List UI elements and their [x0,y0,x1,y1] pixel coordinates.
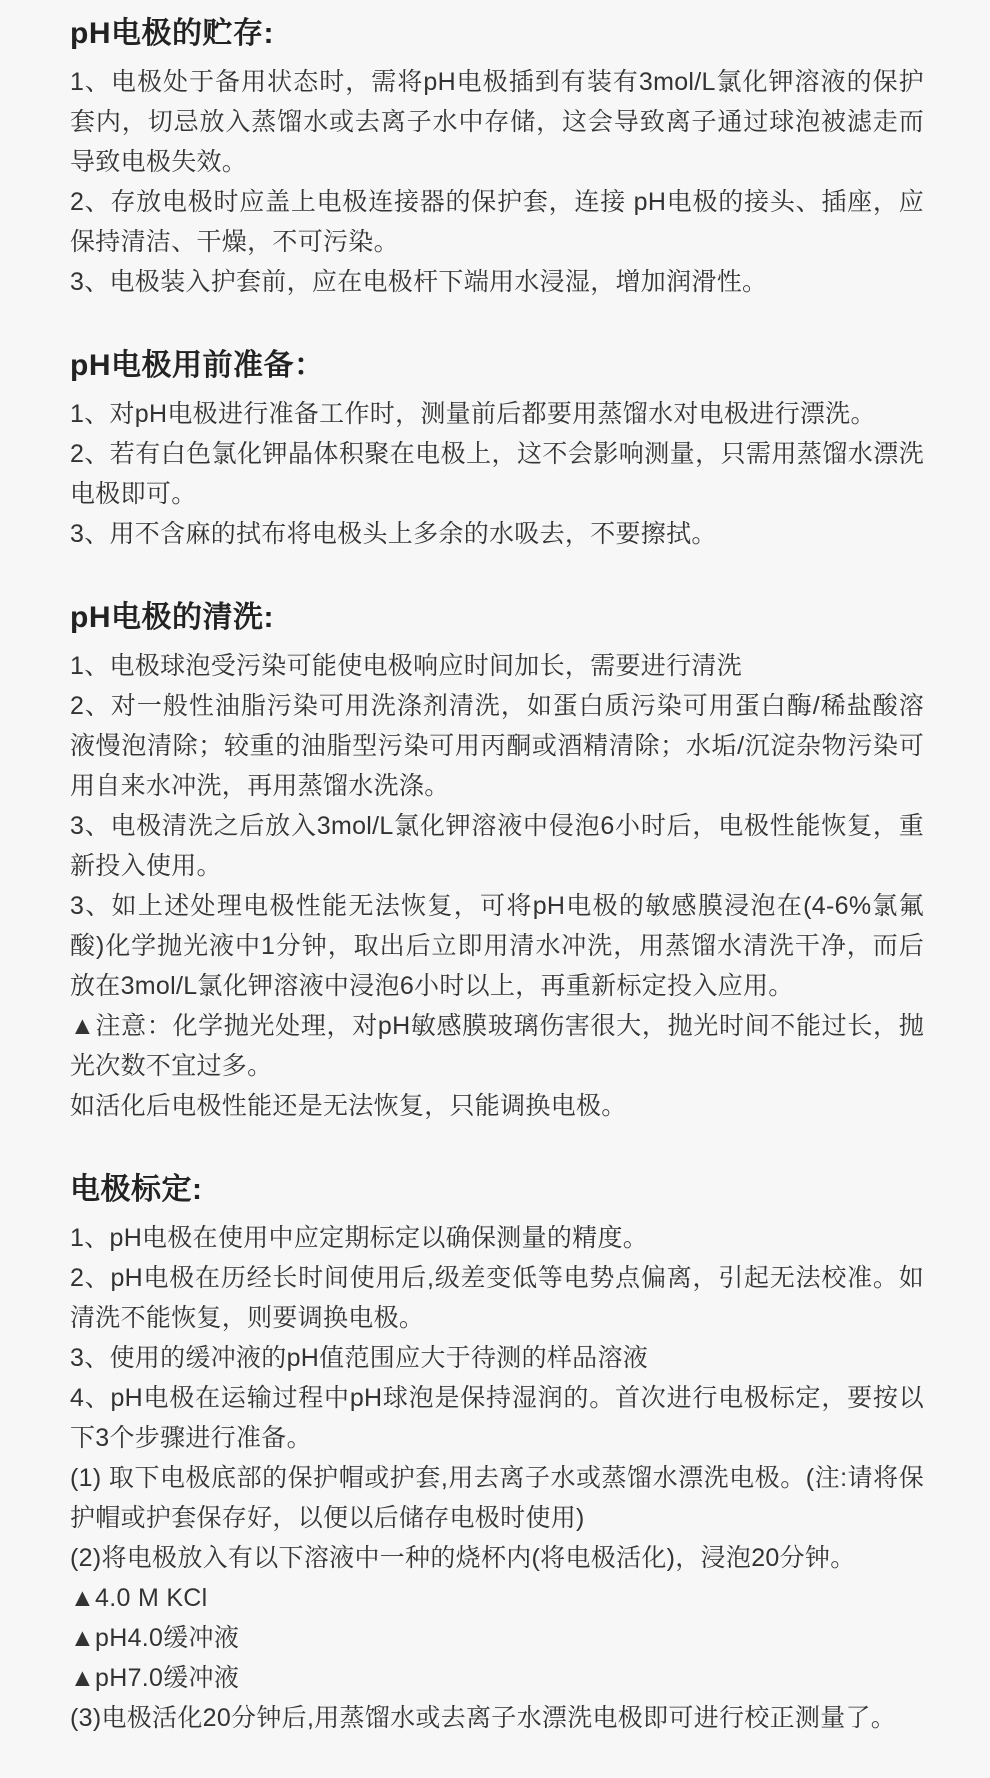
step-item: (2)将电极放入有以下溶液中一种的烧杯内(将电极活化)，浸泡20分钟。 [70,1544,856,1572]
list-item: 3、用不含麻的拭布将电极头上多余的水吸去，不要擦拭。 [70,520,717,548]
list-item: 3、如上述处理电极性能无法恢复，可将pH电极的敏感膜浸泡在(4-6%氯氟酸)化学抛光液中1分钟，取出后立即用清水冲洗，用蒸馏水清洗干净，而后放在3mol/L氯化钾溶液中浸泡6小时以上，再重新标定投入应用。 [70,892,924,1000]
list-item: 1、pH电极在使用中应定期标定以确保测量的精度。 [70,1224,649,1252]
list-item: 2、若有白色氯化钾晶体积聚在电极上，这不会影响测量，只需用蒸馏水漂洗电极即可。 [70,440,924,508]
section-ph-electrode-storage [70,12,924,302]
section-ph-electrode-preparation [70,344,924,554]
list-item: 2、存放电极时应盖上电极连接器的保护套，连接 pH电极的接头、插座，应保持清洁、干燥，不可污染。 [70,188,924,256]
section-electrode-calibration [70,1168,924,1738]
list-item: 1、电极处于备用状态时，需将pH电极插到有装有3mol/L氯化钾溶液的保护套内，切忌放入蒸馏水或去离子水中存储，这会导致离子通过球泡被滤走而导致电极失效。 [70,68,924,176]
solution-option: ▲pH7.0缓冲液 [70,1664,240,1692]
list-item: 如活化后电极性能还是无法恢复，只能调换电极。 [70,1092,627,1120]
list-item: 2、对一般性油脂污染可用洗涤剂清洗，如蛋白质污染可用蛋白酶/稀盐酸溶液慢泡清除；较重的油脂型污染可用丙酮或酒精清除；水垢/沉淀杂物污染可用自来水冲洗，再用蒸馏水洗涤。 [70,692,924,800]
list-item: 3、电极清洗之后放入3mol/L氯化钾溶液中侵泡6小时后，电极性能恢复，重新投入使用。 [70,812,924,880]
section-ph-electrode-cleaning [70,596,924,1126]
section-title-preparation: pH电极用前准备： [70,349,325,382]
section-title-calibration: 电极标定: [70,1173,203,1206]
step-item: (3)电极活化20分钟后,用蒸馏水或去离子水漂洗电极即可进行校正测量了。 [70,1704,897,1732]
solution-option: ▲4.0 M KCl [70,1584,208,1612]
solution-option: ▲pH4.0缓冲液 [70,1624,240,1652]
list-item: 1、电极球泡受污染可能使电极响应时间加长，需要进行清洗 [70,652,743,680]
list-item: 4、pH电极在运输过程中pH球泡是保持湿润的。首次进行电极标定，要按以下3个步骤进行准备。 [70,1384,924,1452]
step-item: (1) 取下电极底部的保护帽或护套,用去离子水或蒸馏水漂洗电极。(注:请将保护帽或护套保存好，以便以后储存电极时使用) [70,1464,924,1532]
list-item: 1、对pH电极进行准备工作时，测量前后都要用蒸馏水对电极进行漂洗。 [70,400,876,428]
list-item: 3、电极装入护套前，应在电极杆下端用水浸湿，增加润滑性。 [70,268,768,296]
note-item: ▲注意：化学抛光处理，对pH敏感膜玻璃伤害很大，抛光时间不能过长，抛光次数不宜过多。 [70,1012,924,1080]
section-title-storage: pH电极的贮存: [70,17,274,50]
list-item: 2、pH电极在历经长时间使用后,级差变低等电势点偏离，引起无法校准。如清洗不能恢复，则要调换电极。 [70,1264,924,1332]
section-title-cleaning: pH电极的清洗: [70,601,274,634]
list-item: 3、使用的缓冲液的pH值范围应大于待测的样品溶液 [70,1344,649,1372]
